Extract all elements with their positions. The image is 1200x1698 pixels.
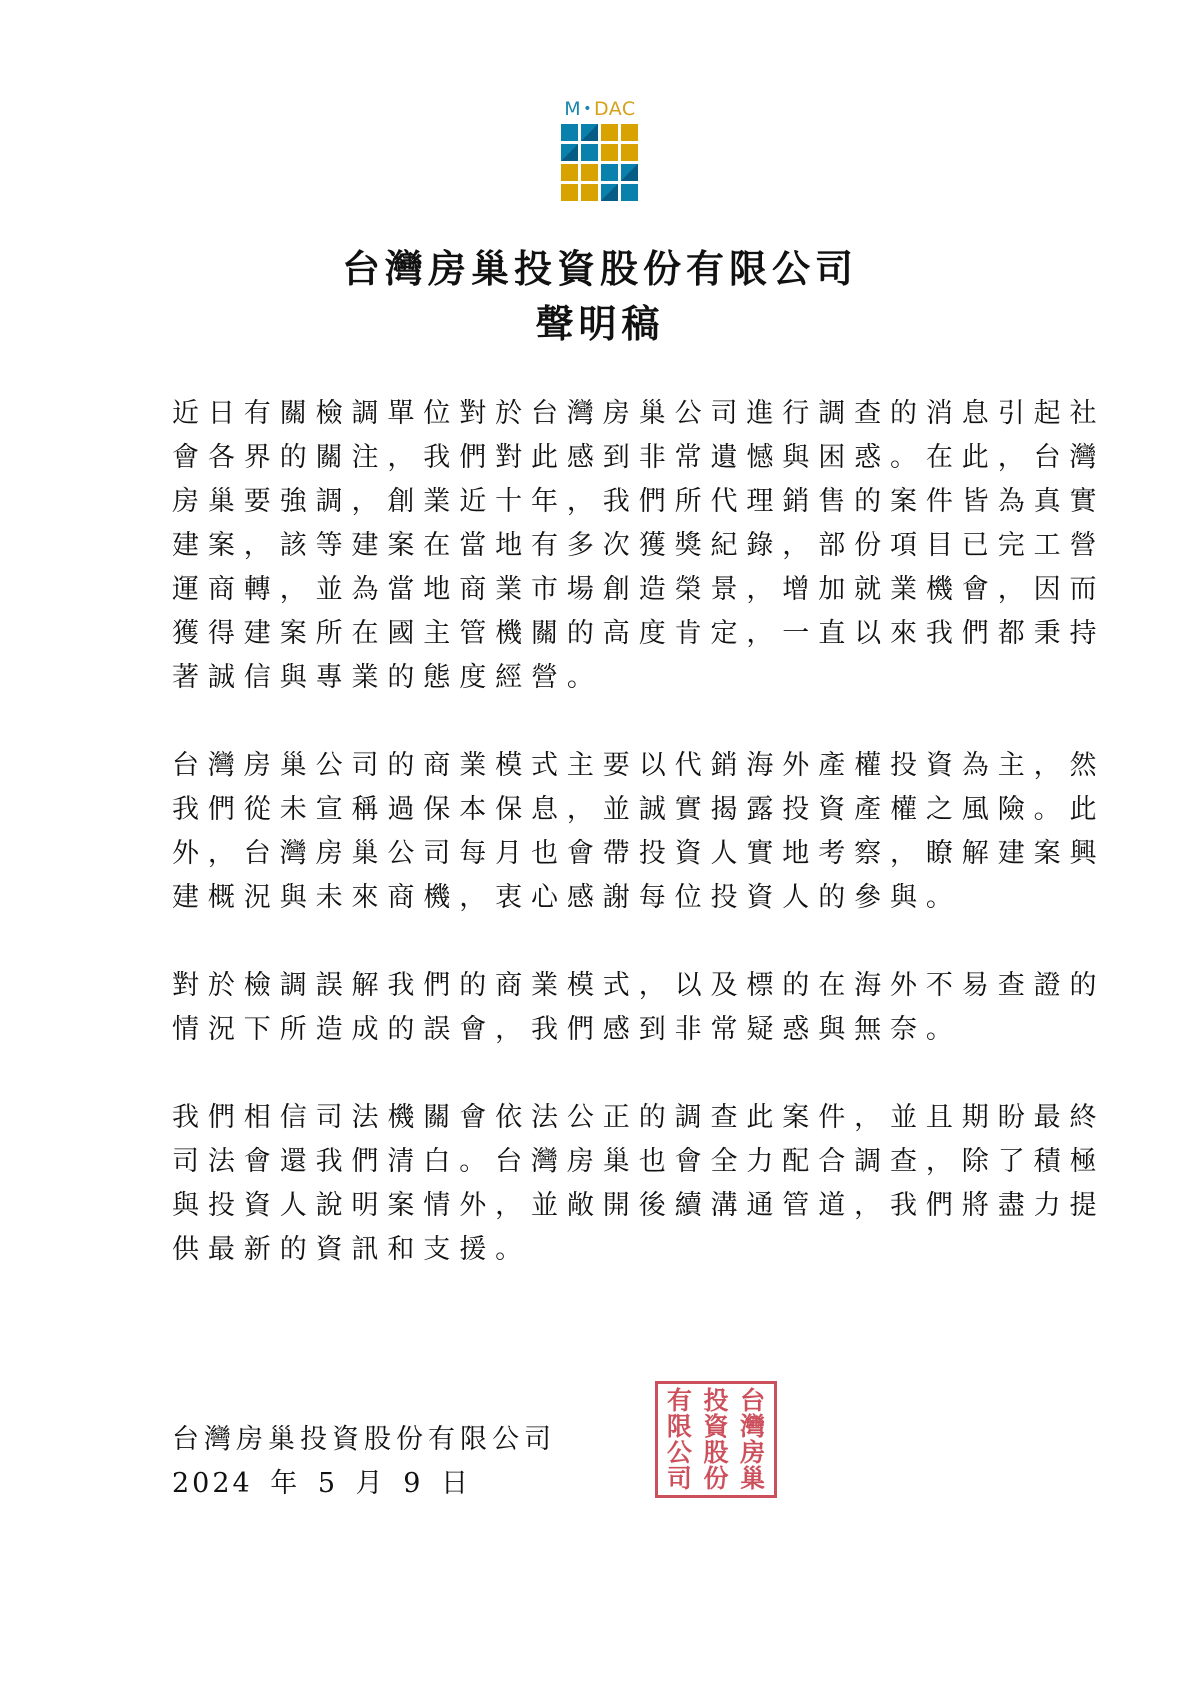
- mdac-logo: [560, 98, 640, 202]
- logo-grid-square: [621, 124, 638, 141]
- seal-char: 資: [703, 1412, 729, 1441]
- logo-grid-square: [581, 144, 598, 161]
- seal-char: 灣: [740, 1412, 766, 1441]
- paragraph-line: 我們相信司法機關會依法公正的調查此案件，並且期盼最終: [172, 1102, 1106, 1133]
- seal-char: 股: [703, 1438, 729, 1467]
- seal-column-2: [699, 1388, 734, 1491]
- logo-grid-square: [561, 184, 578, 201]
- logo-dot: •: [583, 101, 592, 117]
- paragraph-line: 台灣房巢公司的商業模式主要以代銷海外產權投資為主，然: [172, 750, 1106, 781]
- seal-column-1: [735, 1388, 770, 1491]
- logo-grid-square: [601, 144, 618, 161]
- signature-block: [172, 1418, 556, 1506]
- seal-char: 投: [703, 1386, 729, 1415]
- logo-grid-square: [621, 144, 638, 161]
- statement-body: [172, 392, 1106, 1316]
- paragraph-4: [172, 1096, 1106, 1272]
- logo-grid-square: [581, 164, 598, 181]
- paragraph-line: 近日有關檢調單位對於台灣房巢公司進行調查的消息引起社: [172, 398, 1106, 429]
- paragraph-line: 會各界的關注，我們對此感到非常遺憾與困惑。在此，台灣: [172, 442, 1106, 473]
- signature-company: 台灣房巢投資股份有限公司: [172, 1424, 556, 1455]
- paragraph-1: [172, 392, 1106, 700]
- seal-char: 台: [740, 1386, 766, 1415]
- paragraph-line: 我們從未宣稱過保本保息，並誠實揭露投資產權之風險。此: [172, 794, 1106, 825]
- seal-char: 公: [666, 1438, 692, 1467]
- paragraph-line: 著誠信與專業的態度經營。: [172, 662, 603, 693]
- logo-grid-square: [621, 164, 638, 181]
- document-title: 台灣房巢投資股份有限公司: [341, 246, 858, 291]
- logo-grid-square: [581, 184, 598, 201]
- company-seal-stamp: [655, 1381, 777, 1498]
- paragraph-line: 建概況與未來商機，衷心感謝每位投資人的參與。: [172, 882, 962, 913]
- paragraph-line: 司法會還我們清白。台灣房巢也會全力配合調查，除了積極: [172, 1146, 1106, 1177]
- seal-char: 司: [666, 1464, 692, 1493]
- seal-char: 份: [703, 1464, 729, 1493]
- logo-grid-square: [561, 124, 578, 141]
- paragraph-line: 供最新的資訊和支援。: [172, 1234, 531, 1265]
- paragraph-line: 房巢要強調，創業近十年，我們所代理銷售的案件皆為真實: [172, 486, 1106, 517]
- logo-grid-square: [601, 124, 618, 141]
- logo-grid-square: [581, 124, 598, 141]
- logo-grid-square: [601, 184, 618, 201]
- logo-letter-m: M: [564, 98, 582, 120]
- logo-grid-square: [601, 164, 618, 181]
- logo-grid-square: [621, 184, 638, 201]
- paragraph-line: 情況下所造成的誤會，我們感到非常疑惑與無奈。: [172, 1014, 962, 1045]
- signature-date: 2024 年 5 月 9 日: [172, 1468, 471, 1499]
- seal-char: 限: [666, 1412, 692, 1441]
- logo-grid-square: [561, 164, 578, 181]
- logo-square-grid-icon: [561, 124, 639, 202]
- paragraph-line: 獲得建案所在國主管機關的高度肯定，一直以來我們都秉持: [172, 618, 1106, 649]
- seal-char: 房: [740, 1438, 766, 1467]
- paragraph-line: 與投資人說明案情外，並敞開後續溝通管道，我們將盡力提: [172, 1190, 1106, 1221]
- seal-char: 巢: [740, 1464, 766, 1493]
- seal-char: 有: [666, 1386, 692, 1415]
- logo-wordmark: [560, 98, 640, 120]
- logo-letters-dac: DAC: [593, 98, 636, 120]
- paragraph-line: 運商轉，並為當地商業市場創造榮景，增加就業機會，因而: [172, 574, 1106, 605]
- paragraph-line: 外，台灣房巢公司每月也會帶投資人實地考察，瞭解建案興: [172, 838, 1106, 869]
- seal-column-3: [662, 1388, 697, 1491]
- paragraph-2: [172, 744, 1106, 920]
- logo-grid-square: [561, 144, 578, 161]
- document-subtitle: 聲明稿: [535, 301, 665, 346]
- paragraph-line: 對於檢調誤解我們的商業模式，以及標的在海外不易查證的: [172, 970, 1106, 1001]
- paragraph-3: [172, 964, 1106, 1052]
- paragraph-line: 建案，該等建案在當地有多次獲獎紀錄，部份項目已完工營: [172, 530, 1106, 561]
